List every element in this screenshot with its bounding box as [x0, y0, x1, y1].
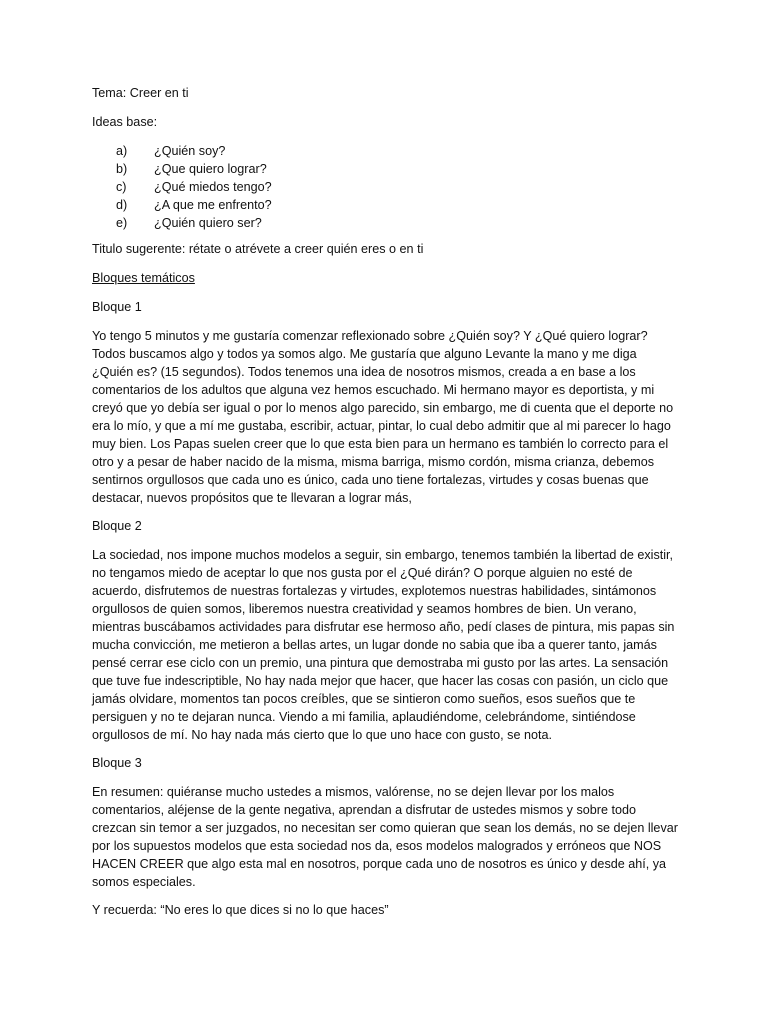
- list-marker: e): [116, 216, 128, 230]
- bloque-3-heading: Bloque 3: [92, 756, 142, 770]
- list-marker: c): [116, 180, 127, 194]
- list-item: [92, 178, 680, 196]
- ideas-list: [92, 142, 680, 232]
- list-item-text: ¿Quién soy?: [154, 144, 226, 158]
- bloque-2-text: La sociedad, nos impone muchos modelos a seguir, sin embargo, tenemos también la libertad de existir, no tengamos miedo de aceptar lo que nos gusta por el ¿Qué dirán? O porque alguien no esté de acuerdo, disfrutemos de nuestras fortalezas y virtudes, explotemos nuestras habilidades, sintámonos orgullosos de quien somos, liberemos nuestra creatividad y seamos hombres de bien. Un verano, mientras buscábamos actividades para disfrutar ese hermoso año, pedí clases de pintura, mis papas sin mucha convicción, me metieron a bellas artes, un lugar donde no sabia que iba a querer tanto, jamás pensé cerrar ese ciclo con un premio, una pintura que demostraba mi gusto por las artes. La sensación que tuve fue indescriptible, No hay nada mejor que hacer, que hacer las cosas con pasión, un ciclo que jamás olvidare, momentos tan pocos creíbles, que se sintieron como sueños, esos sueños que te persiguen y no te dejaran nunca. Viendo a mi familia, aplaudiéndome, celebrándome, sintiéndose orgullosos de mí. No hay nada más cierto que lo que uno hace con gusto, se nota.: [92, 548, 675, 742]
- bloque-2-heading: Bloque 2: [92, 519, 142, 533]
- bloque-3-text: En resumen: quiéranse mucho ustedes a mismos, valórense, no se dejen llevar por los malos comentarios, aléjense de la gente negativa, aprendan a disfrutar de ustedes mismos y sobre todo crezcan sin temor a ser juzgados, no necesitan ser como quieran que sean los demás, no se dejen llevar por los supuestos modelos que esta sociedad nos da, esos modelos malogrados y erróneos que NOS HACEN CREER que algo esta mal en nosotros, porque cada uno de nosotros es único y desde ahí, ya somos especiales.: [92, 785, 678, 889]
- bloque-1-text: Yo tengo 5 minutos y me gustaría comenzar reflexionado sobre ¿Quién soy? Y ¿Qué quiero lograr? Todos buscamos algo y todos ya somos algo. Me gustaría que alguno Levante la mano y me diga ¿Quién es? (15 segundos). Todos tenemos una idea de nosotros mismos, creada a en base a los comentarios de los adultos que alguna vez hemos escuchado. Mi hermano mayor es deportista, y mi creyó que yo debía ser igual o por lo menos algo parecido, sin embargo, me di cuenta que el deporte no era lo mío, y que a mí me gustaba, escribir, actuar, pintar, lo cual debo admitir que al mi parecer lo hago muy bien. Los Papas suelen creer que lo que esta bien para un hermano es también lo correcto para el otro y a pesar de haber nacido de la misma, misma barriga, mismo cordón, misma crianza, debemos sentirnos orgullosos que cada uno es único, cada uno tiene fortalezas, virtudes y cosas buenas que destacar, nuevos propósitos que te llevaran a lograr más,: [92, 329, 674, 505]
- recuerda-line: Y recuerda: “No eres lo que dices si no lo que haces”: [92, 903, 389, 917]
- bloques-heading: Bloques temáticos: [92, 271, 195, 285]
- list-item: [92, 142, 680, 160]
- tema-line: Tema: Creer en ti: [92, 86, 189, 100]
- list-item-text: ¿A que me enfrento?: [154, 198, 272, 212]
- list-item: [92, 214, 680, 232]
- list-item-text: ¿Qué miedos tengo?: [154, 180, 272, 194]
- list-item-text: ¿Quién quiero ser?: [154, 216, 262, 230]
- list-marker: b): [116, 162, 128, 176]
- titulo-sugerente: Titulo sugerente: rétate o atrévete a creer quién eres o en ti: [92, 242, 424, 256]
- ideas-heading: Ideas base:: [92, 115, 158, 129]
- list-item-text: ¿Que quiero lograr?: [154, 162, 267, 176]
- list-marker: a): [116, 144, 128, 158]
- bloque-1-heading: Bloque 1: [92, 300, 142, 314]
- list-item: [92, 160, 680, 178]
- list-item: [92, 196, 680, 214]
- list-marker: d): [116, 198, 128, 212]
